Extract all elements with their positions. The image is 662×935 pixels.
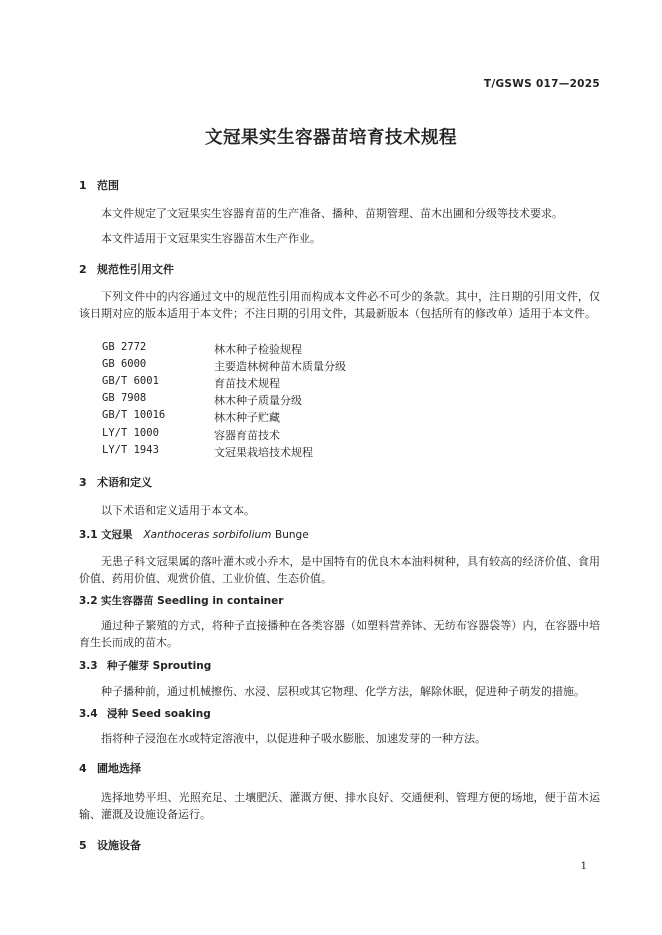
term-number: 3.4	[79, 708, 98, 720]
section-4-heading	[79, 760, 141, 776]
section-3-paragraph-1: 以下术语和定义适用于本文本。	[101, 504, 255, 517]
reference-title: 林木种子检验规程	[214, 343, 302, 356]
term-name: 文冠果	[101, 529, 133, 541]
term-3-1-definition: 无患子科文冠果属的落叶灌木或小乔木，是中国特有的优良木本油料树种，具有较高的经济价值、食用价值、药用价值、观赏价值、工业价值、生态价值。	[79, 555, 600, 585]
term-number: 3.3	[79, 660, 98, 672]
author-name: Bunge	[275, 529, 309, 541]
reference-code: LY/T 1000	[102, 427, 159, 439]
section-2-paragraph-1: 下列文件中的内容通过文中的规范性引用而构成本文件必不可少的条款。其中，注日期的引用文件，仅该日期对应的版本适用于本文件；不注日期的引用文件，其最新版本（包括所有的修改单）适用于本文件。	[79, 290, 600, 320]
term-number: 3.2	[79, 595, 98, 607]
document-title: 文冠果实生容器苗培育技术规程	[205, 128, 457, 148]
term-3-3-definition: 种子播种前，通过机械擦伤、水浸、层积或其它物理、化学方法，解除休眠，促进种子萌发的措施。	[101, 685, 585, 698]
section-5-heading	[79, 837, 141, 853]
section-2-heading	[79, 261, 174, 277]
term-3-4-definition: 指将种子浸泡在水或特定溶液中，以促进种子吸水膨胀、加速发芽的一种方法。	[101, 732, 486, 745]
section-title: 圃地选择	[97, 762, 141, 775]
reference-code: GB/T 6001	[102, 375, 159, 387]
reference-code: GB 6000	[102, 358, 147, 370]
scientific-name: Xanthoceras sorbifolium	[143, 529, 272, 541]
term-3-3-heading	[79, 658, 211, 673]
reference-title: 主要造林树种苗木质量分级	[214, 360, 346, 373]
section-number: 2	[79, 263, 87, 276]
section-title: 范围	[97, 179, 119, 192]
section-1-heading	[79, 177, 119, 193]
section-title: 设施设备	[97, 839, 141, 852]
section-1-paragraph-2: 本文件适用于文冠果实生容器苗木生产作业。	[101, 232, 321, 245]
term-number: 3.1	[79, 529, 98, 541]
page-number: 1	[580, 861, 587, 872]
reference-title: 育苗技术规程	[214, 377, 280, 390]
section-number: 4	[79, 762, 87, 775]
section-3-heading	[79, 474, 152, 490]
reference-code: GB 2772	[102, 341, 147, 353]
reference-title: 林木种子贮藏	[214, 411, 280, 424]
section-4-paragraph-1: 选择地势平坦、光照充足、土壤肥沃、灌溉方便、排水良好、交通便利、管理方便的场地，便于苗木运输、灌溉及设施设备运行。	[79, 791, 600, 821]
term-name: 种子催芽 Sprouting	[107, 660, 212, 672]
section-title: 规范性引用文件	[97, 263, 174, 276]
section-title: 术语和定义	[97, 476, 152, 489]
term-3-4-heading	[79, 706, 211, 721]
reference-title: 林木种子质量分级	[214, 394, 302, 407]
term-name: 浸种 Seed soaking	[107, 708, 211, 720]
reference-code: GB 7908	[102, 392, 147, 404]
reference-title: 文冠果栽培技术规程	[214, 446, 313, 459]
section-number: 3	[79, 476, 87, 489]
section-1-paragraph-1: 本文件规定了文冠果实生容器育苗的生产准备、播种、苗期管理、苗木出圃和分级等技术要求。	[101, 207, 563, 220]
term-3-1-heading	[79, 527, 309, 542]
reference-code: LY/T 1943	[102, 444, 159, 456]
reference-title: 容器育苗技术	[214, 429, 280, 442]
term-name: 实生容器苗 Seedling in container	[101, 595, 284, 607]
term-3-2-definition: 通过种子繁殖的方式，将种子直接播种在各类容器（如塑料营养钵、无纺布容器袋等）内，在容器中培育生长而成的苗木。	[79, 619, 600, 649]
section-number: 1	[79, 179, 87, 192]
section-number: 5	[79, 839, 87, 852]
term-3-2-heading	[79, 593, 283, 608]
reference-code: GB/T 10016	[102, 409, 166, 421]
standard-code: T/GSWS 017—2025	[483, 78, 600, 90]
